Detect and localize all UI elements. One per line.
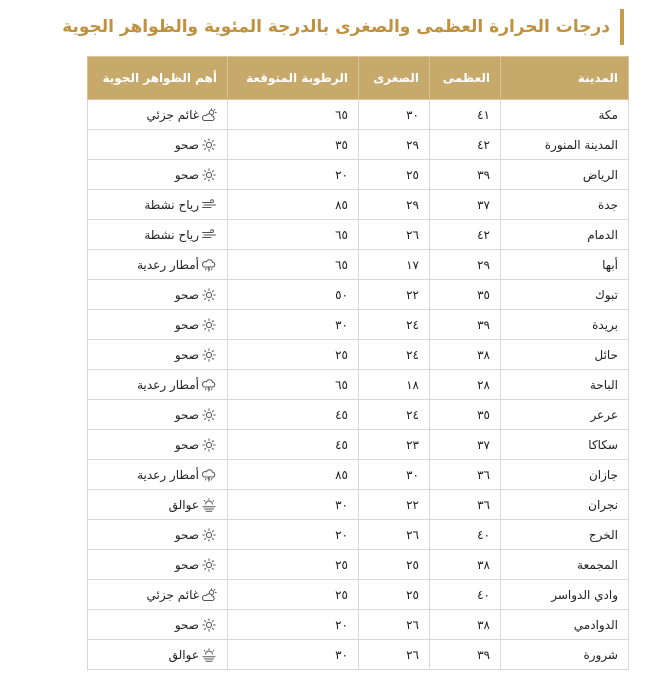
condition-label: صحو <box>174 527 199 542</box>
city-cell: الرياض <box>501 160 629 190</box>
haze-icon <box>201 648 217 662</box>
table-row <box>88 580 629 610</box>
condition-wrap <box>98 228 217 242</box>
condition-cell <box>88 430 228 460</box>
condition-label: أمطار رعدية <box>137 257 199 272</box>
header-min: الصغرى <box>359 57 430 100</box>
humidity-cell: ٢٠ <box>228 520 359 550</box>
table-row <box>88 400 629 430</box>
max-temp-cell: ٤١ <box>430 100 501 130</box>
city-cell: الدمام <box>501 220 629 250</box>
min-temp-cell: ٢٦ <box>359 640 430 670</box>
condition-wrap <box>98 558 217 572</box>
table-row <box>88 100 629 130</box>
condition-wrap <box>98 168 217 182</box>
condition-wrap <box>98 588 217 602</box>
table-row <box>88 370 629 400</box>
table-row <box>88 550 629 580</box>
condition-wrap <box>98 408 217 422</box>
humidity-cell: ٤٥ <box>228 430 359 460</box>
city-cell: بريدة <box>501 310 629 340</box>
condition-cell <box>88 640 228 670</box>
max-temp-cell: ٣٨ <box>430 550 501 580</box>
city-cell: جدة <box>501 190 629 220</box>
max-temp-cell: ٣٦ <box>430 490 501 520</box>
max-temp-cell: ٢٩ <box>430 250 501 280</box>
city-cell: جازان <box>501 460 629 490</box>
min-temp-cell: ٣٠ <box>359 460 430 490</box>
condition-wrap <box>98 648 217 662</box>
condition-label: غائم جزئي <box>146 107 199 122</box>
weather-table <box>87 56 629 670</box>
condition-cell <box>88 220 228 250</box>
max-temp-cell: ٤٢ <box>430 220 501 250</box>
max-temp-cell: ٣٩ <box>430 640 501 670</box>
max-temp-cell: ٣٩ <box>430 160 501 190</box>
max-temp-cell: ٣٥ <box>430 400 501 430</box>
min-temp-cell: ١٧ <box>359 250 430 280</box>
condition-label: عوالق <box>168 497 199 512</box>
min-temp-cell: ٢٤ <box>359 310 430 340</box>
condition-wrap <box>98 138 217 152</box>
sun-icon <box>201 348 217 362</box>
condition-wrap <box>98 258 217 272</box>
header-city: المدينة <box>501 57 629 100</box>
wind-icon <box>201 228 217 242</box>
condition-label: صحو <box>174 137 199 152</box>
table-row <box>88 190 629 220</box>
condition-cell <box>88 490 228 520</box>
max-temp-cell: ٤٠ <box>430 580 501 610</box>
sun-icon <box>201 138 217 152</box>
condition-cell <box>88 610 228 640</box>
condition-wrap <box>98 528 217 542</box>
max-temp-cell: ٣٨ <box>430 610 501 640</box>
sun-icon <box>201 618 217 632</box>
table-row <box>88 490 629 520</box>
condition-label: صحو <box>174 347 199 362</box>
condition-label: صحو <box>174 437 199 452</box>
condition-label: غائم جزئي <box>146 587 199 602</box>
sun-icon <box>201 408 217 422</box>
condition-label: صحو <box>174 317 199 332</box>
humidity-cell: ٦٥ <box>228 250 359 280</box>
condition-wrap <box>98 198 217 212</box>
table-row <box>88 250 629 280</box>
condition-cell <box>88 190 228 220</box>
condition-wrap <box>98 378 217 392</box>
condition-label: أمطار رعدية <box>137 377 199 392</box>
min-temp-cell: ٢٢ <box>359 280 430 310</box>
city-cell: حائل <box>501 340 629 370</box>
condition-cell <box>88 460 228 490</box>
humidity-cell: ٦٥ <box>228 220 359 250</box>
humidity-cell: ٣٠ <box>228 310 359 340</box>
condition-cell <box>88 130 228 160</box>
page-title: درجات الحرارة العظمى والصغرى بالدرجة المئوية والظواهر الجوية <box>62 17 610 37</box>
city-cell: تبوك <box>501 280 629 310</box>
table-header-row <box>88 57 629 100</box>
humidity-cell: ٣٠ <box>228 640 359 670</box>
condition-label: صحو <box>174 557 199 572</box>
min-temp-cell: ٢٤ <box>359 400 430 430</box>
min-temp-cell: ١٨ <box>359 370 430 400</box>
max-temp-cell: ٣٩ <box>430 310 501 340</box>
humidity-cell: ٦٥ <box>228 370 359 400</box>
condition-cell <box>88 550 228 580</box>
table-row <box>88 130 629 160</box>
condition-cell <box>88 100 228 130</box>
humidity-cell: ٢٥ <box>228 580 359 610</box>
city-cell: المجمعة <box>501 550 629 580</box>
max-temp-cell: ٢٨ <box>430 370 501 400</box>
humidity-cell: ٢٠ <box>228 610 359 640</box>
min-temp-cell: ٢٢ <box>359 490 430 520</box>
min-temp-cell: ٢٤ <box>359 340 430 370</box>
haze-icon <box>201 498 217 512</box>
city-cell: المدينة المنورة <box>501 130 629 160</box>
condition-cell <box>88 280 228 310</box>
condition-wrap <box>98 348 217 362</box>
min-temp-cell: ٣٠ <box>359 100 430 130</box>
sun-icon <box>201 168 217 182</box>
max-temp-cell: ٣٥ <box>430 280 501 310</box>
condition-label: أمطار رعدية <box>137 467 199 482</box>
partly-cloudy-icon <box>201 108 217 122</box>
table-body <box>88 100 629 670</box>
table-row <box>88 310 629 340</box>
humidity-cell: ٥٠ <box>228 280 359 310</box>
table-row <box>88 430 629 460</box>
condition-cell <box>88 160 228 190</box>
sun-icon <box>201 438 217 452</box>
condition-cell <box>88 370 228 400</box>
sun-icon <box>201 528 217 542</box>
humidity-cell: ٤٥ <box>228 400 359 430</box>
header-humidity: الرطوبة المتوقعة <box>228 57 359 100</box>
city-cell: أبها <box>501 250 629 280</box>
table-row <box>88 340 629 370</box>
condition-wrap <box>98 498 217 512</box>
min-temp-cell: ٢٦ <box>359 220 430 250</box>
table-row <box>88 220 629 250</box>
max-temp-cell: ٤٠ <box>430 520 501 550</box>
city-cell: وادي الدواسر <box>501 580 629 610</box>
condition-label: صحو <box>174 287 199 302</box>
humidity-cell: ٢٠ <box>228 160 359 190</box>
min-temp-cell: ٢٥ <box>359 580 430 610</box>
condition-cell <box>88 340 228 370</box>
condition-cell <box>88 250 228 280</box>
condition-cell <box>88 520 228 550</box>
table-row <box>88 460 629 490</box>
city-cell: عرعر <box>501 400 629 430</box>
thunderstorm-icon <box>201 378 217 392</box>
table-row <box>88 610 629 640</box>
condition-label: صحو <box>174 167 199 182</box>
humidity-cell: ٨٥ <box>228 460 359 490</box>
city-cell: الدوادمي <box>501 610 629 640</box>
humidity-cell: ٣٠ <box>228 490 359 520</box>
max-temp-cell: ٣٦ <box>430 460 501 490</box>
city-cell: سكاكا <box>501 430 629 460</box>
wind-icon <box>201 198 217 212</box>
min-temp-cell: ٢٣ <box>359 430 430 460</box>
condition-cell <box>88 400 228 430</box>
min-temp-cell: ٢٥ <box>359 550 430 580</box>
partly-cloudy-icon <box>201 588 217 602</box>
condition-wrap <box>98 468 217 482</box>
condition-cell <box>88 580 228 610</box>
header-max: العظمى <box>430 57 501 100</box>
header-condition: أهم الظواهر الجوية <box>88 57 228 100</box>
humidity-cell: ٨٥ <box>228 190 359 220</box>
max-temp-cell: ٣٧ <box>430 190 501 220</box>
condition-wrap <box>98 618 217 632</box>
table-row <box>88 520 629 550</box>
min-temp-cell: ٢٥ <box>359 160 430 190</box>
condition-wrap <box>98 438 217 452</box>
condition-label: رياح نشطة <box>144 227 199 242</box>
max-temp-cell: ٣٧ <box>430 430 501 460</box>
condition-wrap <box>98 288 217 302</box>
city-cell: الخرج <box>501 520 629 550</box>
city-cell: شرورة <box>501 640 629 670</box>
humidity-cell: ٣٥ <box>228 130 359 160</box>
table-row <box>88 280 629 310</box>
sun-icon <box>201 288 217 302</box>
condition-label: رياح نشطة <box>144 197 199 212</box>
humidity-cell: ٢٥ <box>228 550 359 580</box>
city-cell: مكة <box>501 100 629 130</box>
condition-wrap <box>98 108 217 122</box>
condition-label: عوالق <box>168 647 199 662</box>
condition-cell <box>88 310 228 340</box>
city-cell: الباحة <box>501 370 629 400</box>
table-row <box>88 160 629 190</box>
sun-icon <box>201 558 217 572</box>
condition-label: صحو <box>174 617 199 632</box>
condition-wrap <box>98 318 217 332</box>
max-temp-cell: ٤٢ <box>430 130 501 160</box>
thunderstorm-icon <box>201 468 217 482</box>
max-temp-cell: ٣٨ <box>430 340 501 370</box>
page-title-block <box>62 9 624 45</box>
humidity-cell: ٢٥ <box>228 340 359 370</box>
min-temp-cell: ٢٩ <box>359 130 430 160</box>
min-temp-cell: ٢٦ <box>359 610 430 640</box>
min-temp-cell: ٢٦ <box>359 520 430 550</box>
thunderstorm-icon <box>201 258 217 272</box>
city-cell: نجران <box>501 490 629 520</box>
table-row <box>88 640 629 670</box>
min-temp-cell: ٢٩ <box>359 190 430 220</box>
condition-label: صحو <box>174 407 199 422</box>
sun-icon <box>201 318 217 332</box>
humidity-cell: ٦٥ <box>228 100 359 130</box>
